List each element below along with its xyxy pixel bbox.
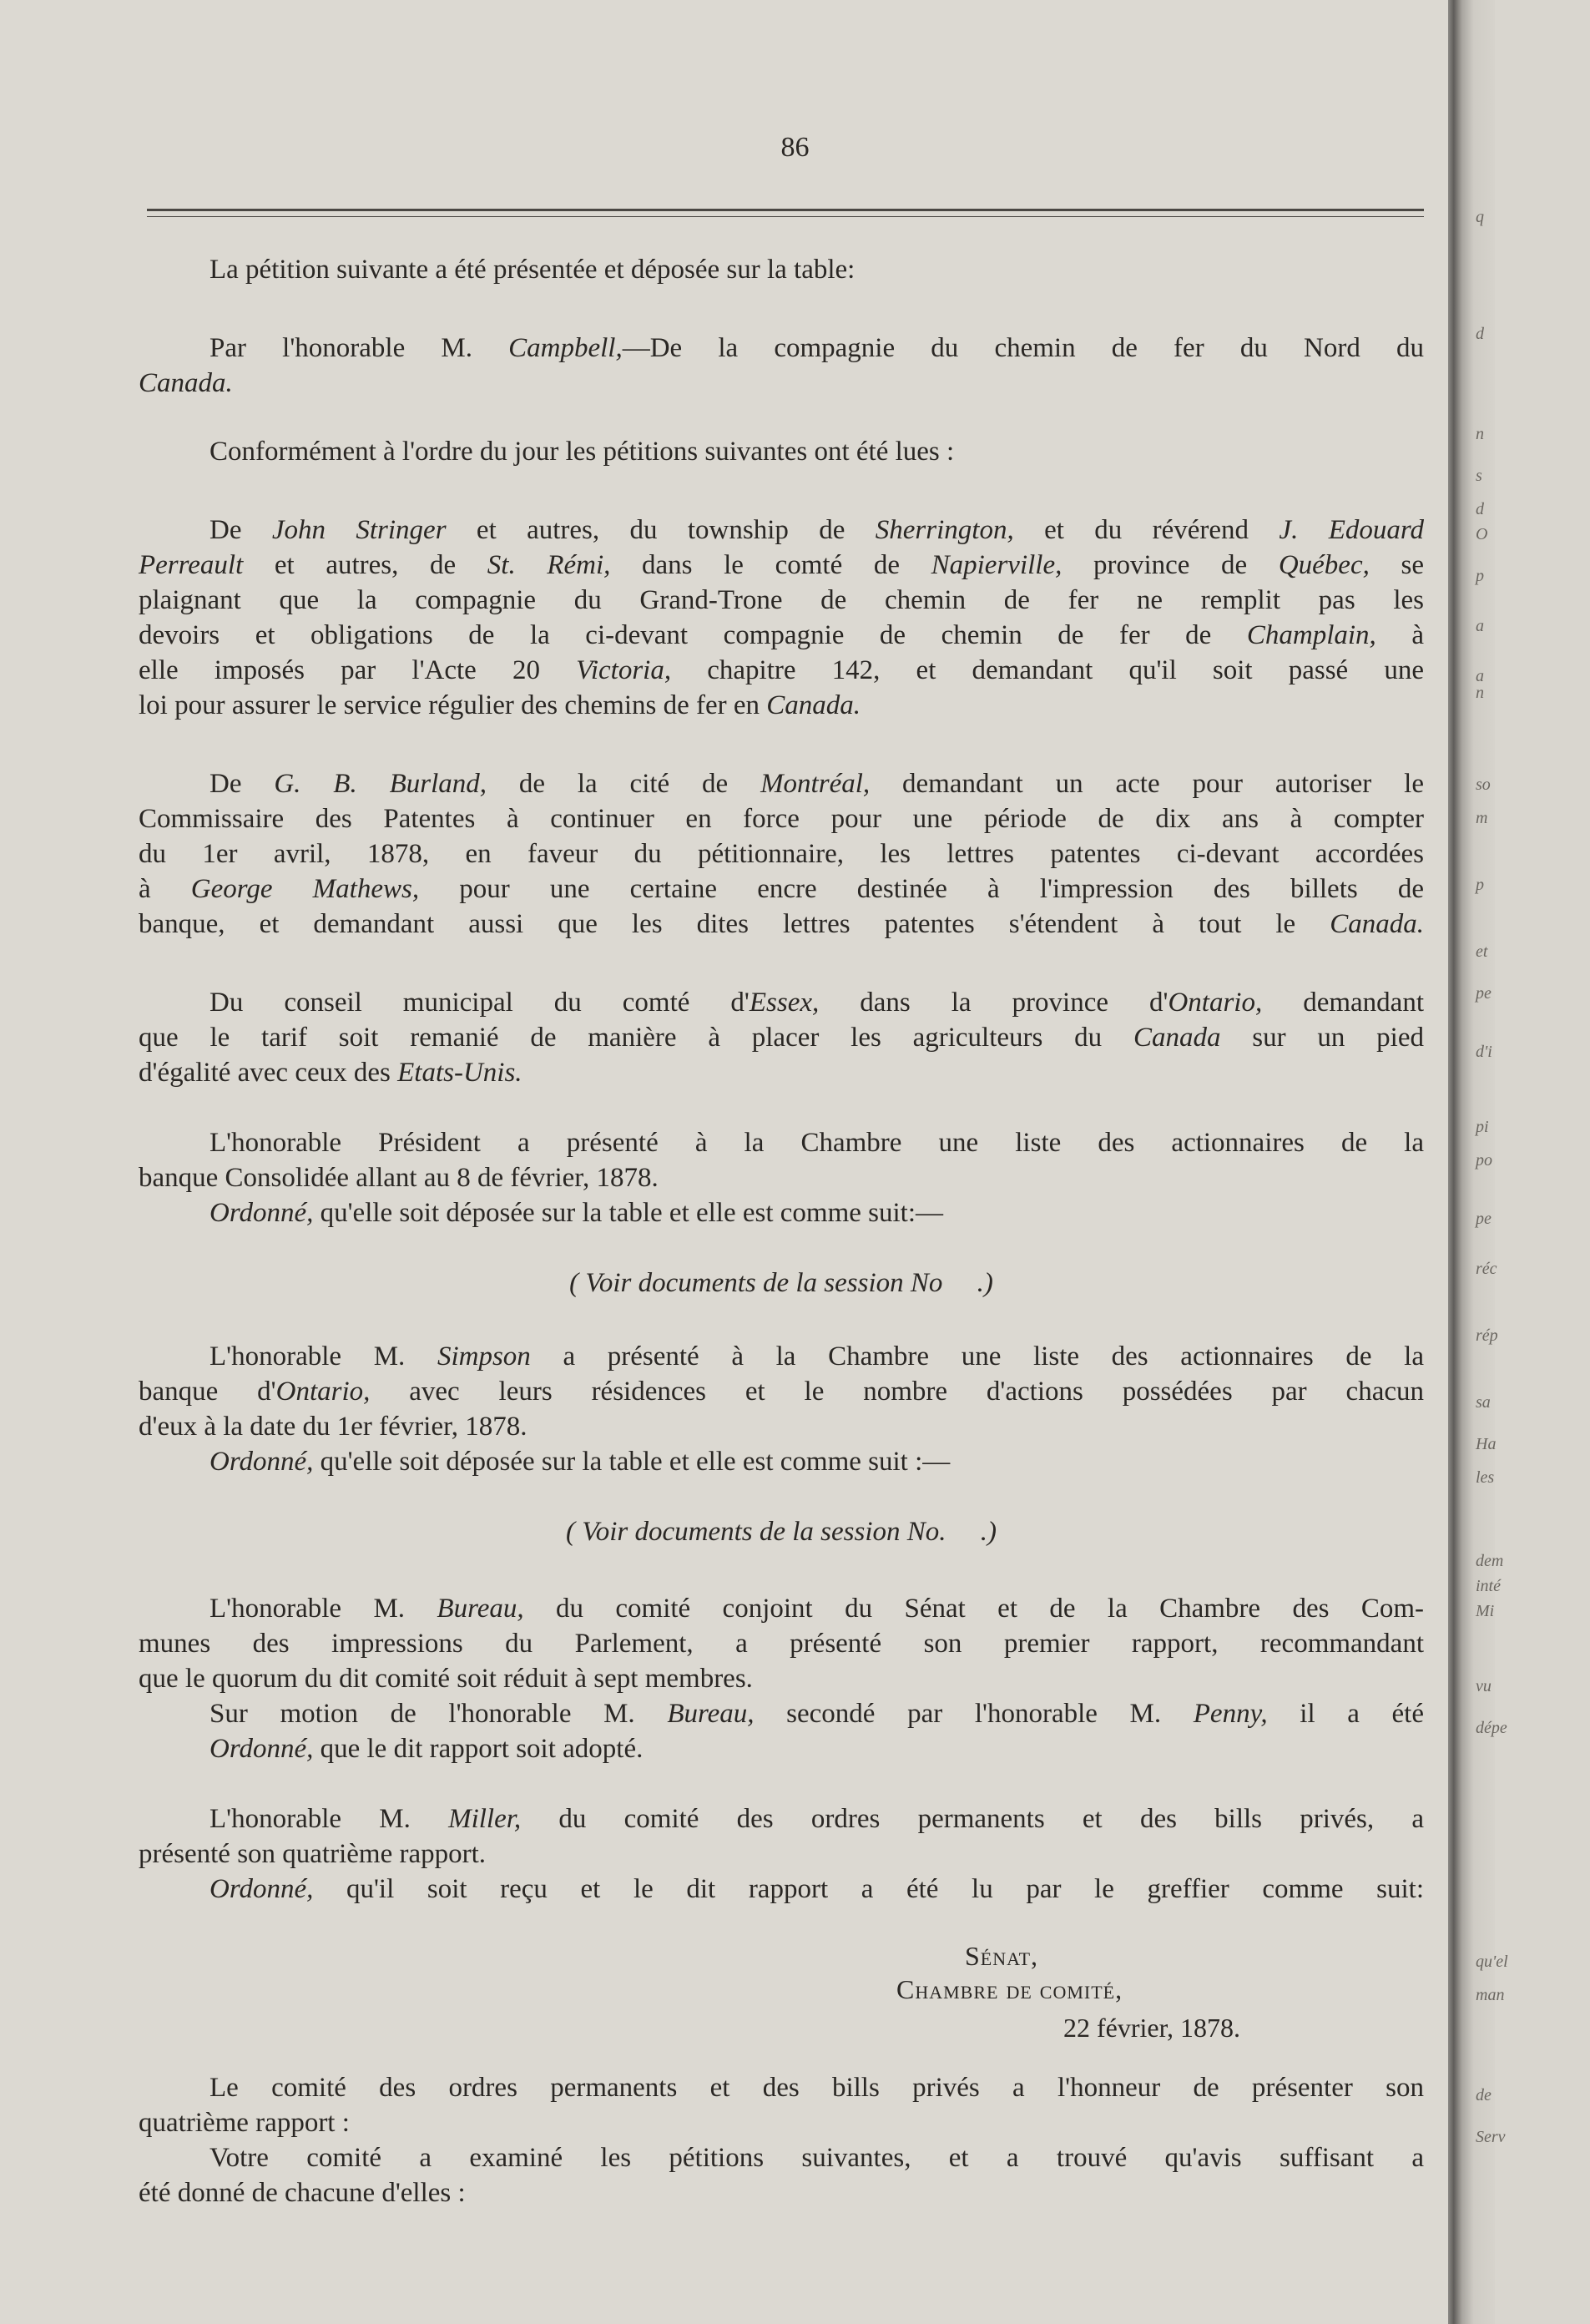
text: qu'il soit reçu et le dit rapport a été lu par le greffier comme suit: <box>313 1874 1424 1904</box>
text: banque d' <box>139 1377 276 1407</box>
gutter-fragment: Serv <box>1476 2128 1506 2146</box>
gutter-fragment: d <box>1476 325 1484 343</box>
name: Victoria, <box>576 655 672 685</box>
text: qu'elle soit déposée sur la table et elle est comme suit :— <box>313 1447 951 1477</box>
text: et du révérend <box>1013 515 1280 545</box>
name-campbell: Campbell, <box>508 333 623 363</box>
text: demandant un acte pour autoriser le <box>870 769 1424 799</box>
stringer-line-2 <box>139 548 1424 583</box>
text: pour une certaine encre destinée à l'impression des billets de <box>419 874 1424 904</box>
text: secondé par l'honorable M. <box>754 1699 1194 1729</box>
gutter-fragment: Mi <box>1476 1602 1495 1620</box>
simpson-line-3: d'eux à la date du 1er février, 1878. <box>139 1412 527 1442</box>
name: Québec, <box>1278 550 1370 580</box>
burland-line-2: Commissaire des Patentes à continuer en force pour une période de dix ans à compter <box>139 804 1424 834</box>
gutter-fragment: d <box>1476 500 1484 518</box>
text: elle imposés par l'Acte 20 <box>139 655 577 685</box>
name: Ontario, <box>275 1377 371 1407</box>
paragraph-order-of-day: Conformément à l'ordre du jour les pétitions suivantes ont été lues : <box>209 437 955 467</box>
text: De <box>209 769 275 799</box>
text: à <box>139 874 191 904</box>
gutter-fragment: pe <box>1476 984 1492 1003</box>
bureau-line-1 <box>139 1591 1424 1626</box>
gutter-fragment: qu'el <box>1476 1953 1508 1971</box>
gutter-fragment: s <box>1476 467 1482 485</box>
name: Bureau, <box>437 1594 524 1624</box>
name: George Mathews, <box>190 874 420 904</box>
text: et autres, de <box>243 550 487 580</box>
name: St. Rémi, <box>487 550 611 580</box>
name: J. Edouard <box>1279 515 1424 545</box>
header-rule-thick <box>147 209 1424 211</box>
ordonne: Ordonné, <box>209 1874 314 1904</box>
gutter-fragment: réc <box>1476 1260 1497 1278</box>
stringer-line-1 <box>139 513 1424 548</box>
text: province de <box>1062 550 1279 580</box>
text: à <box>1375 620 1424 650</box>
gutter-fragment: p <box>1476 876 1484 894</box>
name: Canada. <box>766 690 861 720</box>
text: Par l'honorable M. <box>209 333 509 363</box>
gutter-fragment: d'i <box>1476 1043 1492 1061</box>
text: devoirs et obligations de la ci-devant compagnie de chemin de fer de <box>139 620 1247 650</box>
report-line-3: Votre comité a examiné les pétitions suivantes, et a trouvé qu'avis suffisant a <box>209 2143 1424 2173</box>
gutter-fragment: vu <box>1476 1677 1492 1695</box>
bureau-line-2: munes des impressions du Parlement, a présenté son premier rapport, recommandant <box>139 1629 1424 1659</box>
header-rule-thin <box>147 216 1424 217</box>
text: qu'elle soit déposée sur la table et elle est comme suit:— <box>313 1198 944 1228</box>
gutter-fragment: O <box>1476 525 1488 543</box>
gutter-fragment: p <box>1476 567 1484 585</box>
text: du comité des ordres permanents et des bills privés, a <box>521 1804 1425 1834</box>
name: Bureau, <box>667 1699 755 1729</box>
text: il a été <box>1267 1699 1425 1729</box>
gutter-fragment: so <box>1476 776 1491 794</box>
name: Simpson <box>437 1341 531 1372</box>
name: Champlain, <box>1246 620 1376 650</box>
text: que le dit rapport soit adopté. <box>313 1734 644 1764</box>
place-canada: Canada. <box>139 368 233 398</box>
essex-line-2 <box>139 1020 1424 1055</box>
page-number: 86 <box>780 132 810 163</box>
gutter-fragment: a <box>1476 617 1484 635</box>
text: se <box>1369 550 1424 580</box>
bureau-line-5 <box>139 1731 1424 1766</box>
gutter-fragment: dem <box>1476 1552 1504 1570</box>
gutter-fragment: m <box>1476 809 1488 827</box>
gutter-fragment: n <box>1476 684 1484 702</box>
president-line-1: L'honorable Président a présenté à la Chambre une liste des actionnaires de la <box>209 1128 1424 1158</box>
gutter-fragment: pe <box>1476 1210 1492 1228</box>
name: Perreault <box>139 550 244 580</box>
text: chapitre 142, et demandant qu'il soit passé une <box>671 655 1425 685</box>
essex-line-3 <box>139 1055 1424 1090</box>
gutter-fragment: rép <box>1476 1326 1498 1345</box>
voir-documents-1: ( Voir documents de la session No .) <box>569 1268 993 1298</box>
gutter-fragment: inté <box>1476 1577 1501 1595</box>
gutter-fragment: dépe <box>1476 1719 1507 1737</box>
text: Sur motion de l'honorable M. <box>209 1699 668 1729</box>
gutter-fragment: pi <box>1476 1118 1489 1136</box>
text: dans le comté de <box>610 550 931 580</box>
ordonne: Ordonné, <box>209 1447 314 1477</box>
miller-line-2: présenté son quatrième rapport. <box>139 1839 487 1869</box>
name: Canada. <box>1330 909 1424 939</box>
name: John Stringer <box>271 515 447 545</box>
stringer-line-4 <box>139 618 1424 653</box>
report-line-1: Le comité des ordres permanents et des bills privés a l'honneur de présenter son <box>209 2073 1424 2103</box>
ordonne: Ordonné, <box>209 1198 314 1228</box>
text: avec leurs résidences et le nombre d'actions possédées par chacun <box>370 1377 1424 1407</box>
text: De <box>209 515 272 545</box>
gutter-fragment: a <box>1476 667 1484 685</box>
burland-line-4 <box>139 872 1424 907</box>
miller-line-1 <box>139 1801 1424 1836</box>
bureau-line-4 <box>139 1696 1424 1731</box>
simpson-line-1 <box>139 1339 1424 1374</box>
paragraph-petition-presented: La pétition suivante a été présentée et déposée sur la table: <box>209 255 856 285</box>
text: L'honorable M. <box>209 1341 437 1372</box>
simpson-line-4 <box>139 1444 1424 1479</box>
text: et autres, du township de <box>446 515 876 545</box>
signature-date: 22 février, 1878. <box>1063 2013 1240 2043</box>
gutter-fragment: n <box>1476 425 1484 443</box>
name: Napierville, <box>931 550 1063 580</box>
name: Canada <box>1133 1023 1221 1053</box>
text: loi pour assurer le service régulier des chemins de fer en <box>139 690 767 720</box>
text: de la cité de <box>486 769 761 799</box>
name: Penny, <box>1193 1699 1268 1729</box>
gutter-fragment: q <box>1476 208 1484 226</box>
text: du comité conjoint du Sénat et de la Chambre des Com- <box>523 1594 1424 1624</box>
text: a présenté à la Chambre une liste des actionnaires de la <box>530 1341 1424 1372</box>
ordonne: Ordonné, <box>209 1734 314 1764</box>
text: banque, et demandant aussi que les dites lettres patentes s'étendent à tout le <box>139 909 1330 939</box>
text: Du conseil municipal du comté d' <box>209 988 750 1018</box>
gutter-fragment: de <box>1476 2086 1492 2104</box>
campbell-line-1 <box>139 331 1424 366</box>
president-line-3 <box>139 1195 1424 1230</box>
stringer-line-6 <box>139 688 1424 723</box>
name: Sherrington, <box>875 515 1014 545</box>
president-line-2: banque Consolidée allant au 8 de février, 1878. <box>139 1163 659 1193</box>
gutter-fragment: les <box>1476 1468 1495 1487</box>
signature-senat: Sénat, <box>965 1941 1039 1971</box>
signature-chambre: Chambre de comité, <box>896 1974 1123 2004</box>
stringer-line-5 <box>139 653 1424 688</box>
gutter-fragment: Ha <box>1476 1435 1497 1453</box>
burland-line-3: du 1er avril, 1878, en faveur du pétitionnaire, les lettres patentes ci-devant accordées <box>139 839 1424 869</box>
burland-line-5 <box>139 907 1424 942</box>
text: dans la province d' <box>819 988 1169 1018</box>
report-line-2: quatrième rapport : <box>139 2108 350 2138</box>
text: d'égalité avec ceux des <box>139 1058 398 1088</box>
voir-documents-2: ( Voir documents de la session No. .) <box>565 1517 997 1547</box>
text: demandant <box>1262 988 1424 1018</box>
stringer-line-3: plaignant que la compagnie du Grand-Trone de chemin de fer ne remplit pas les <box>139 585 1424 615</box>
gutter-fragment: sa <box>1476 1393 1491 1412</box>
simpson-line-2 <box>139 1374 1424 1409</box>
text: sur un pied <box>1220 1023 1424 1053</box>
text: que le tarif soit remanié de manière à placer les agriculteurs du <box>139 1023 1133 1053</box>
burland-line-1 <box>139 766 1424 801</box>
name: Montréal, <box>760 769 871 799</box>
name: G. B. Burland, <box>274 769 487 799</box>
gutter-fragment: po <box>1476 1151 1492 1170</box>
name: Ontario, <box>1168 988 1263 1018</box>
text: —De la compagnie du chemin de fer du Nord du <box>622 333 1424 363</box>
report-line-4: été donné de chacune d'elles : <box>139 2178 466 2208</box>
name: Essex, <box>749 988 820 1018</box>
text: L'honorable M. <box>209 1804 449 1834</box>
gutter-fragment: et <box>1476 942 1488 961</box>
name: Miller, <box>448 1804 522 1834</box>
bureau-line-3: que le quorum du dit comité soit réduit à sept membres. <box>139 1664 753 1694</box>
gutter-fragment: man <box>1476 1986 1505 2004</box>
text: L'honorable M. <box>209 1594 437 1624</box>
name: Etats-Unis. <box>397 1058 522 1088</box>
essex-line-1 <box>139 985 1424 1020</box>
miller-line-3 <box>139 1872 1424 1907</box>
